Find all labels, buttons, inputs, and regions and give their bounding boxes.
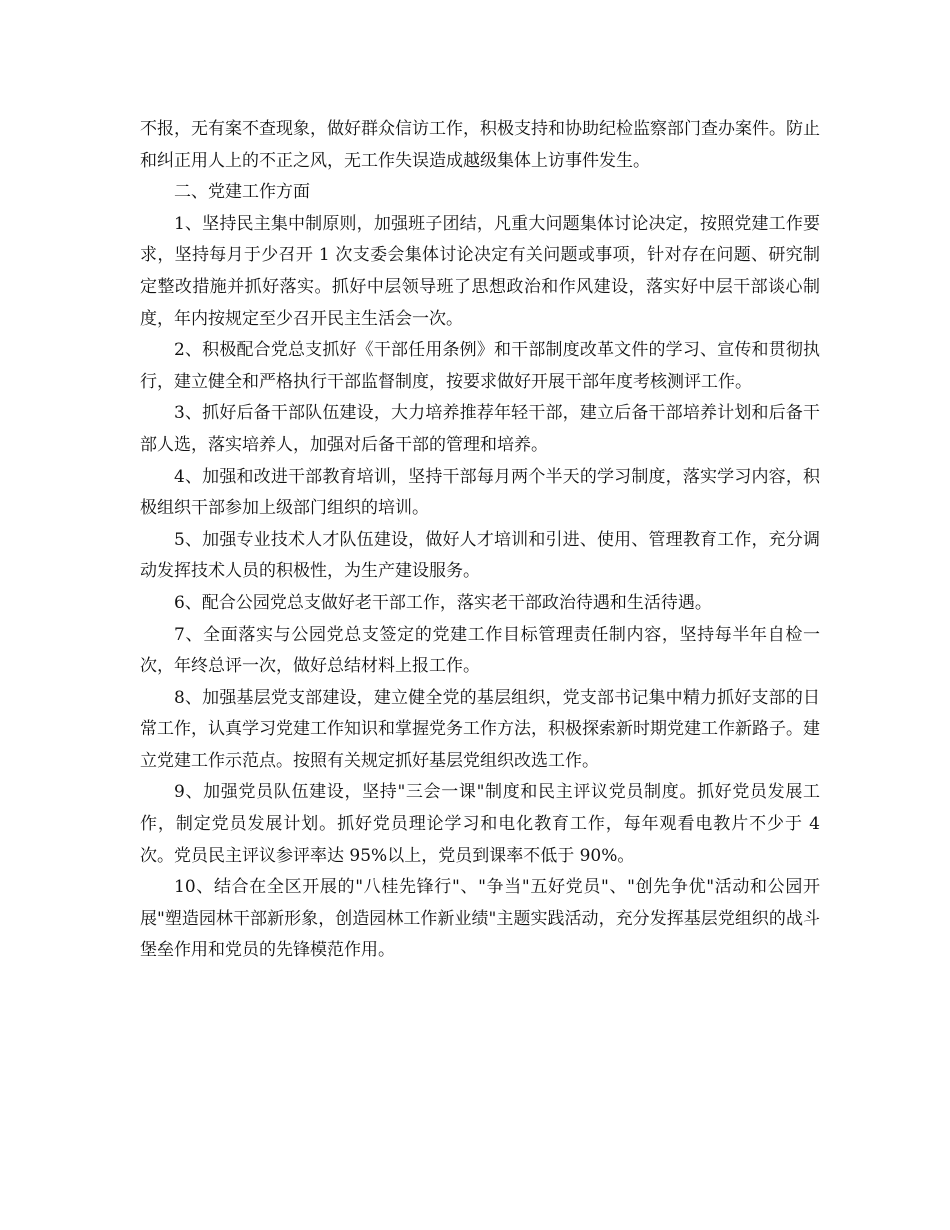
document-body — [140, 114, 820, 967]
list-item: 2、积极配合党总支抓好《干部任用条例》和干部制度改革文件的学习、宣传和贯彻执行，建立健全和严格执行干部监督制度，按要求做好开展干部年度考核测评工作。 — [140, 340, 820, 392]
list-item: 8、加强基层党支部建设，建立健全党的基层组织，党支部书记集中精力抓好支部的日常工作，认真学习党建工作知识和掌握党务工作方法，积极探索新时期党建工作新路子。建立党建工作示范点。按照有关规定抓好基层党组织改选工作。 — [140, 687, 820, 771]
list-item: 4、加强和改进干部教育培训，坚持干部每月两个半天的学习制度，落实学习内容，积极组织干部参加上级部门组织的培训。 — [140, 466, 820, 519]
list-item: 10、结合在全区开展的"八桂先锋行"、"争当"五好党员"、"创先争优"活动和公园开展"塑造园林干部新形象，创造园林工作新业绩"主题实践活动，充分发挥基层党组织的战斗堡垒作用和党员的先锋模范作用。 — [140, 877, 820, 961]
section-heading: 二、党建工作方面 — [174, 182, 310, 203]
list-item: 6、配合公园党总支做好老干部工作，落实老干部政治待遇和生活待遇。 — [174, 592, 712, 613]
list-item: 3、抓好后备干部队伍建设，大力培养推荐年轻干部，建立后备干部培养计划和后备干部人选，落实培养人，加强对后备干部的管理和培养。 — [140, 403, 820, 455]
list-item: 1、坚持民主集中制原则，加强班子团结，凡重大问题集体讨论决定，按照党建工作要求，坚持每月于少召开 1 次支委会集体讨论决定有关问题或事项，针对存在问题、研究制定整改措施并抓好落实。抓好中层领导班了思想政治和作风建设，落实好中层干部谈心制度，年内按规定至少召开民主生活会一次。 — [140, 213, 820, 329]
paragraph-continuation: 不报，无有案不查现象，做好群众信访工作，积极支持和协助纪检监察部门查办案件。防止和纠正用人上的不正之风，无工作失误造成越级集体上访事件发生。 — [140, 119, 820, 171]
list-item: 5、加强专业技术人才队伍建设，做好人才培训和引进、使用、管理教育工作，充分调动发挥技术人员的积极性，为生产建设服务。 — [140, 529, 820, 582]
list-item: 7、全面落实与公园党总支签定的党建工作目标管理责任制内容，坚持每半年自检一次，年终总评一次，做好总结材料上报工作。 — [140, 624, 820, 677]
list-item: 9、加强党员队伍建设，坚持"三会一课"制度和民主评议党员制度。抓好党员发展工作，制定党员发展计划。抓好党员理论学习和电化教育工作，每年观看电教片不少于 4 次。党员民主评议参评率达 95%以上，党员到课率不低于 90%。 — [140, 782, 820, 866]
